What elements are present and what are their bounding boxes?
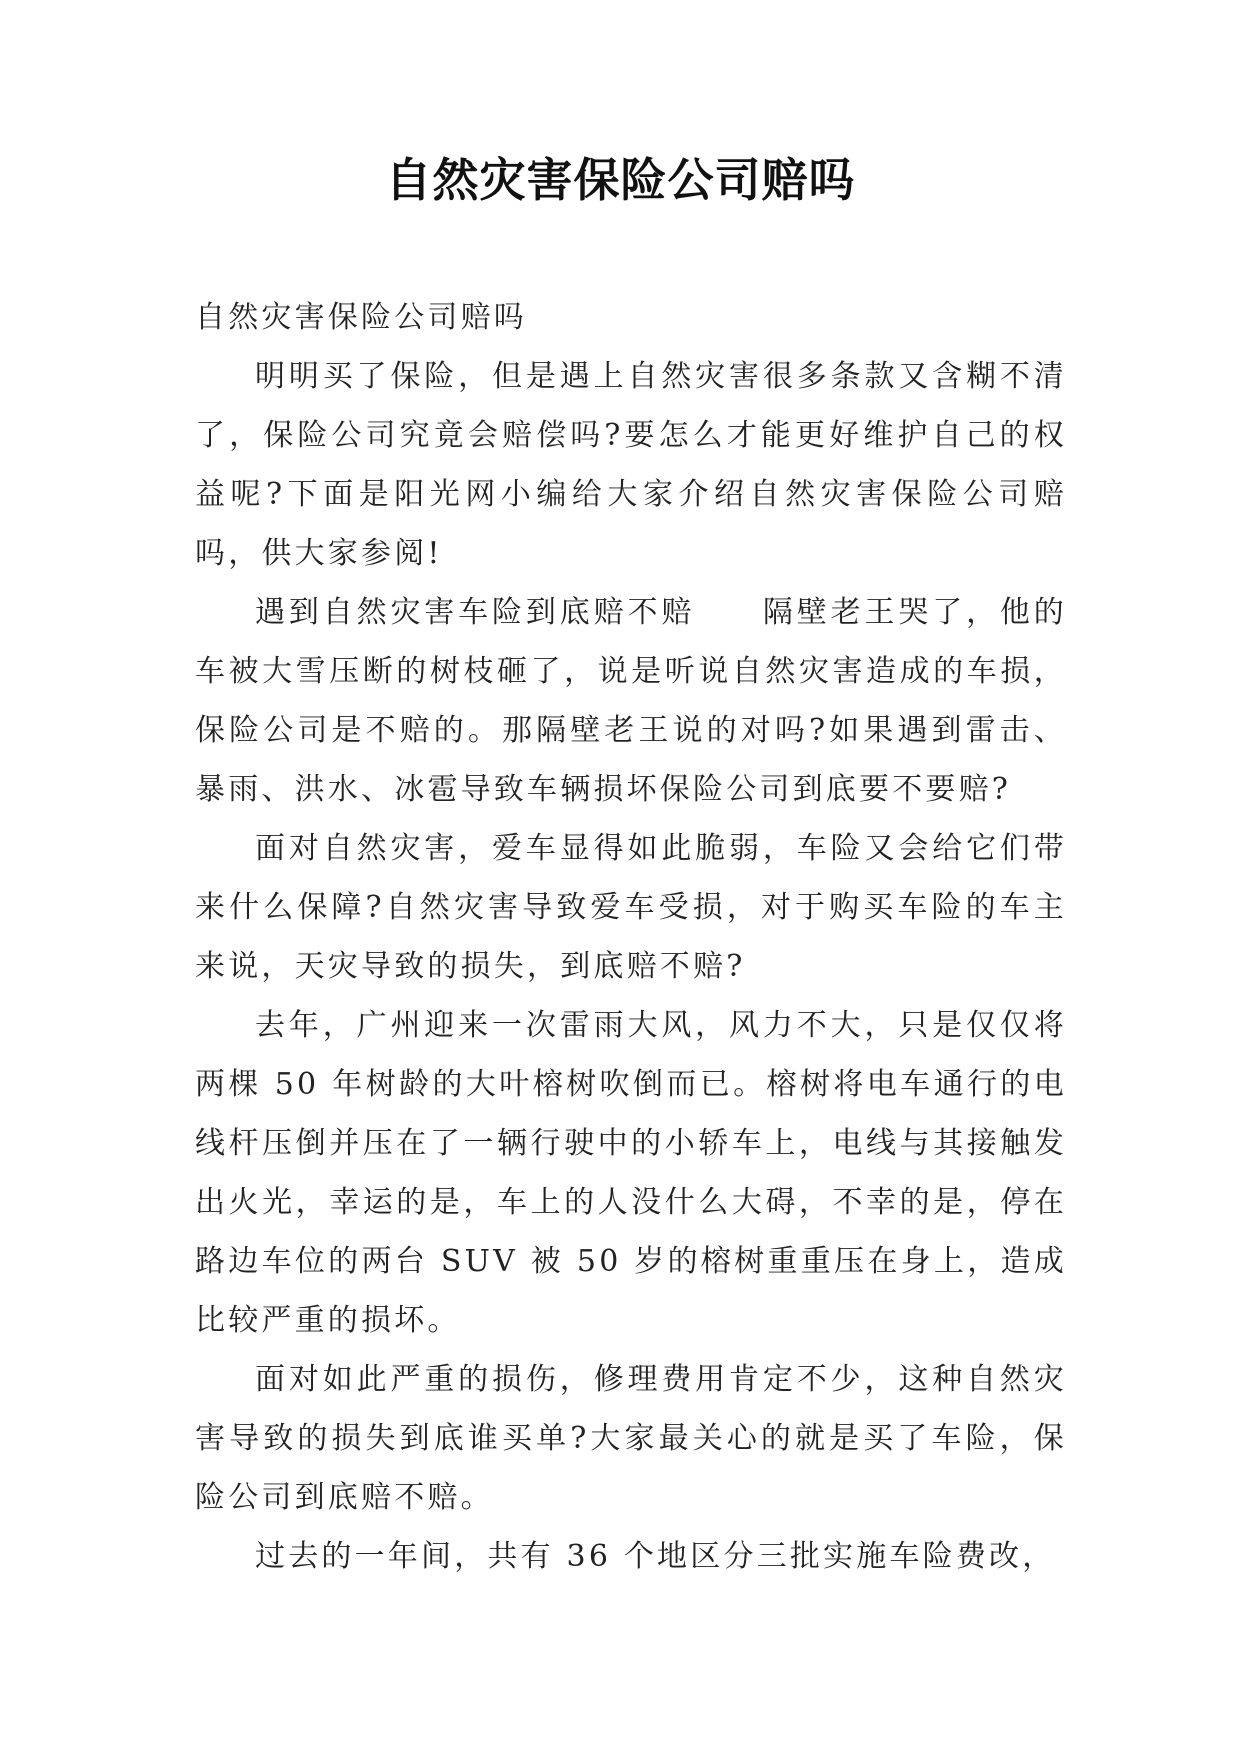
body-paragraph: 过去的一年间，共有 36 个地区分三批实施车险费改， bbox=[255, 1539, 1056, 1574]
body-paragraph: 面对自然灾害，爱车显得如此脆弱，车险又会给它们带来什么保障?自然灾害导致爱车受损，对于购买车险的车主来说，天灾导致的损失，到底赔不赔? bbox=[195, 831, 1067, 984]
body-paragraph: 遇到自然灾害车险到底赔不赔 隔壁老王哭了，他的车被大雪压断的树枝砸了，说是听说自然灾害造成的车损，保险公司是不赔的。那隔壁老王说的对吗?如果遇到雷击、暴雨、洪水、冰雹导致车辆损坏保险公司到底要不要赔? bbox=[195, 595, 1067, 807]
body-paragraph: 面对如此严重的损伤，修理费用肯定不少，这种自然灾害导致的损失到底谁买单?大家最关心的就是买了车险，保险公司到底赔不赔。 bbox=[195, 1362, 1067, 1515]
document-body bbox=[195, 288, 1067, 1586]
body-paragraph: 去年，广州迎来一次雷雨大风，风力不大，只是仅仅将两棵 50 年树龄的大叶榕树吹倒而已。榕树将电车通行的电线杆压倒并压在了一辆行驶中的小轿车上，电线与其接触发出火光，幸运的是，车上的人没什么大碍，不幸的是，停在路边车位的两台 SUV 被 50 岁的榕树重重压在身上，造成比较严重的损坏。 bbox=[195, 1008, 1067, 1338]
document-title: 自然灾害保险公司赔吗 bbox=[385, 153, 856, 207]
subtitle-paragraph: 自然灾害保险公司赔吗 bbox=[195, 300, 527, 335]
body-paragraph: 明明买了保险，但是遇上自然灾害很多条款又含糊不清了，保险公司究竟会赔偿吗?要怎么才能更好维护自己的权益呢?下面是阳光网小编给大家介绍自然灾害保险公司赔吗，供大家参阅! bbox=[195, 359, 1067, 571]
